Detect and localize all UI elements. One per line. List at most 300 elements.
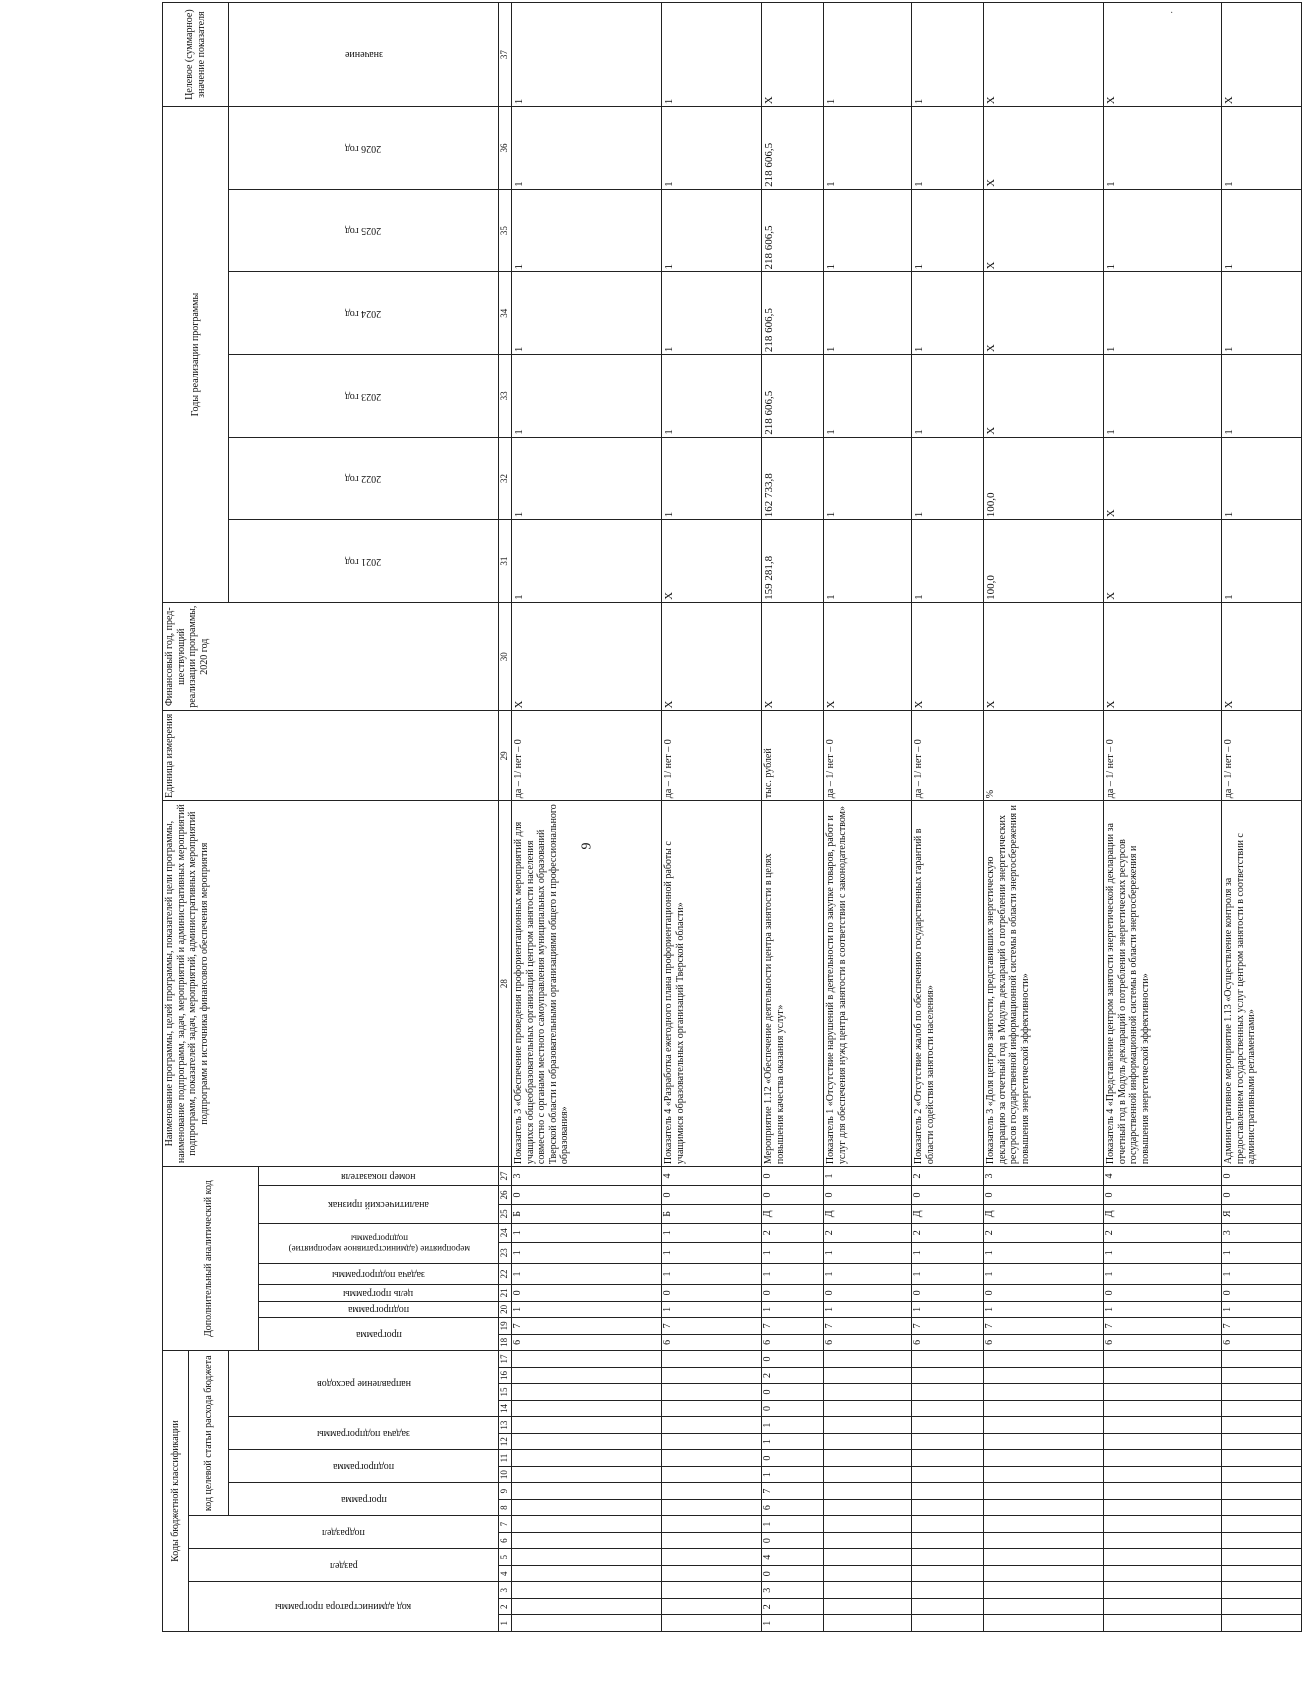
budget-code-cell — [1222, 1384, 1302, 1401]
column-number: 19 — [499, 1318, 512, 1335]
budget-code-cell — [984, 1351, 1104, 1368]
budget-code-cell — [1104, 1466, 1222, 1483]
extra-code-cell: 1 — [824, 1263, 912, 1284]
extra-code-cell: 7 — [1104, 1318, 1222, 1335]
value-cell: Х — [1222, 3, 1302, 107]
extra-code-cell: 2 — [912, 1167, 984, 1186]
budget-code-cell — [824, 1384, 912, 1401]
table-row — [512, 3, 662, 1632]
value-cell: 1 — [1222, 520, 1302, 603]
budget-code-cell: 3 — [762, 1582, 824, 1599]
budget-code-cell — [824, 1532, 912, 1549]
value-cell: Х — [984, 189, 1104, 272]
program-code-header: программа — [229, 1483, 499, 1516]
extra-code-cell: Б — [662, 1204, 762, 1223]
extra-code-cell: 0 — [1222, 1285, 1302, 1302]
budget-code-cell — [1222, 1417, 1302, 1434]
budget-code-cell — [1222, 1466, 1302, 1483]
value-cell: Х — [912, 602, 984, 711]
extra-code-cell: 1 — [662, 1301, 762, 1318]
row-name: Показатель 1 «Отсутствие нарушений в деятельности по закупке товаров, работ и услуг для обеспечения нужд центра занятости в соответствии с законодательством» — [824, 801, 912, 1167]
extra-code-cell: 1 — [762, 1301, 824, 1318]
budget-code-cell — [1222, 1516, 1302, 1533]
extra-code-cell: Д — [762, 1204, 824, 1223]
value-cell: 1 — [512, 437, 662, 520]
extra-code-cell: 1 — [512, 1301, 662, 1318]
value-cell: Х — [1104, 437, 1222, 520]
budget-code-cell — [1104, 1483, 1222, 1500]
budget-code-cell — [984, 1400, 1104, 1417]
row-unit: да – 1/ нет – 0 — [1222, 711, 1302, 801]
value-cell: Х — [984, 355, 1104, 438]
budget-code-cell — [662, 1516, 762, 1533]
row-unit: % — [984, 711, 1104, 801]
budget-code-cell — [512, 1499, 662, 1516]
value-cell: 1 — [1104, 272, 1222, 355]
extra-code-cell: 7 — [512, 1318, 662, 1335]
column-number: 12 — [499, 1433, 512, 1450]
value-cell: 218 606,5 — [762, 107, 824, 190]
budget-code-cell — [1104, 1351, 1222, 1368]
y2021-header: 2021 год — [229, 520, 499, 603]
budget-code-cell — [1104, 1549, 1222, 1566]
column-number: 29 — [499, 711, 512, 801]
value-cell: 1 — [512, 355, 662, 438]
extra-code-cell: 4 — [1104, 1167, 1222, 1186]
column-number: 30 — [499, 602, 512, 711]
extra-code-cell: 3 — [1222, 1223, 1302, 1242]
value-cell: 1 — [512, 520, 662, 603]
admin-code-header: код администратора программы — [189, 1582, 499, 1632]
budget-code-cell — [1104, 1516, 1222, 1533]
d-subprogram-header: подпрограмма — [259, 1301, 499, 1318]
budget-code-cell — [824, 1483, 912, 1500]
value-cell: 218 606,5 — [762, 189, 824, 272]
row-name: Показатель 4 «Разработка ежегодного плана профориентационной работы с учащимися образовательных организаций Тверской области» — [662, 801, 762, 1167]
value-cell: 1 — [512, 189, 662, 272]
budget-code-cell — [912, 1351, 984, 1368]
table-row — [912, 3, 984, 1632]
budget-code-cell — [1104, 1417, 1222, 1434]
target-value-header: значение — [229, 3, 499, 107]
table-row — [984, 3, 1104, 1632]
y2026-header: 2026 год — [229, 107, 499, 190]
value-cell: 1 — [1222, 189, 1302, 272]
column-number: 25 — [499, 1204, 512, 1223]
value-cell: 1 — [912, 437, 984, 520]
value-cell: 1 — [512, 272, 662, 355]
extra-code-cell: 1 — [984, 1301, 1104, 1318]
budget-code-cell — [512, 1450, 662, 1467]
value-cell: Х — [762, 3, 824, 107]
column-number: 33 — [499, 355, 512, 438]
column-number: 10 — [499, 1466, 512, 1483]
budget-code-cell — [984, 1598, 1104, 1615]
extra-code-cell: 1 — [1222, 1263, 1302, 1284]
budget-code-cell — [1222, 1400, 1302, 1417]
budget-code-cell — [1104, 1400, 1222, 1417]
extra-code-cell: Д — [824, 1204, 912, 1223]
value-cell: 1 — [912, 107, 984, 190]
budget-code-cell: 1 — [762, 1516, 824, 1533]
column-number: 13 — [499, 1417, 512, 1434]
row-name: Показатель 4 «Представление центром занятости энергетической декларации за отчетный год в Модуль деклараций о потреблении энергетических ресурсов государственной информационной системы в области энергосбережения и повышения энергетической эффективности» — [1104, 801, 1222, 1167]
value-cell: 100,0 — [984, 520, 1104, 603]
extra-code-cell: 2 — [912, 1223, 984, 1242]
budget-code-cell — [1222, 1615, 1302, 1632]
budget-code-cell — [824, 1598, 912, 1615]
budget-code-cell — [1104, 1450, 1222, 1467]
budget-codes-header: Коды бюджетной классификации — [163, 1351, 189, 1632]
extra-code-cell: 1 — [512, 1242, 662, 1263]
extra-code-cell: 6 — [762, 1334, 824, 1351]
budget-code-cell — [984, 1367, 1104, 1384]
budget-code-cell: 1 — [762, 1615, 824, 1632]
row-name: Мероприятие 1.12 «Обеспечение деятельности центра занятости в целях повышения качества оказания услуг» — [762, 801, 824, 1167]
value-cell: 1 — [912, 272, 984, 355]
value-cell: 218 606,5 — [762, 272, 824, 355]
row-name: Административное мероприятие 1.13 «Осуществление контроля за предоставлением государственных услуг центром занятости в соответствии с административными регламентами» — [1222, 801, 1302, 1167]
budget-code-cell — [512, 1516, 662, 1533]
budget-code-cell — [912, 1433, 984, 1450]
value-cell: 1 — [662, 3, 762, 107]
extra-code-cell: 0 — [512, 1186, 662, 1205]
d-task-header: задача подпрограммы — [259, 1263, 499, 1284]
row-unit: да – 1/ нет – 0 — [824, 711, 912, 801]
value-cell: 1 — [824, 272, 912, 355]
budget-code-cell — [1222, 1433, 1302, 1450]
value-cell: 1 — [662, 355, 762, 438]
extra-code-cell: 6 — [824, 1334, 912, 1351]
extra-code-cell: 1 — [824, 1242, 912, 1263]
extra-code-cell: 1 — [1104, 1263, 1222, 1284]
extra-code-cell: 1 — [512, 1223, 662, 1242]
y2023-header: 2023 год — [229, 355, 499, 438]
column-number: 9 — [499, 1483, 512, 1500]
budget-code-cell — [1104, 1433, 1222, 1450]
budget-code-cell — [1104, 1499, 1222, 1516]
table-row — [762, 3, 824, 1632]
column-number: 31 — [499, 520, 512, 603]
extra-code-cell: 2 — [1104, 1223, 1222, 1242]
d-measure-header: мероприятие (административное мероприятие) подпрограммы — [259, 1223, 499, 1263]
budget-code-cell — [662, 1417, 762, 1434]
d-goal-header: цель программы — [259, 1285, 499, 1302]
column-number: 21 — [499, 1285, 512, 1302]
value-cell: 1 — [824, 189, 912, 272]
extra-code-cell: 0 — [762, 1167, 824, 1186]
value-cell: 1 — [662, 272, 762, 355]
extra-code-cell: 3 — [984, 1167, 1104, 1186]
budget-code-cell: 4 — [762, 1549, 824, 1566]
extra-code-cell: 1 — [662, 1223, 762, 1242]
budget-code-cell — [824, 1499, 912, 1516]
extra-code-cell: 0 — [662, 1285, 762, 1302]
target-header: Целевое (суммарное) значение показателя — [163, 3, 229, 107]
value-cell: Х — [984, 3, 1104, 107]
extra-code-cell: 1 — [512, 1263, 662, 1284]
value-cell: 100,0 — [984, 437, 1104, 520]
budget-code-cell — [912, 1532, 984, 1549]
extra-code-cell: 1 — [762, 1242, 824, 1263]
column-number: 27 — [499, 1167, 512, 1186]
budget-code-cell — [912, 1466, 984, 1483]
extra-code-cell: 0 — [912, 1285, 984, 1302]
column-number-row — [499, 3, 512, 1632]
extra-code-cell: 6 — [984, 1334, 1104, 1351]
row-name: Показатель 2 «Отсутствие жалоб по обеспечению государственных гарантий в области содействия занятости населения» — [912, 801, 984, 1167]
budget-code-cell — [1222, 1483, 1302, 1500]
value-cell: 1 — [912, 189, 984, 272]
budget-code-cell — [1222, 1565, 1302, 1582]
column-number: 37 — [499, 3, 512, 107]
value-cell: 1 — [824, 355, 912, 438]
budget-code-cell — [1104, 1367, 1222, 1384]
budget-code-cell — [512, 1615, 662, 1632]
table-row — [1104, 3, 1222, 1632]
budget-code-cell — [512, 1483, 662, 1500]
table-row — [824, 3, 912, 1632]
value-cell: Х — [984, 107, 1104, 190]
budget-code-cell: 0 — [762, 1400, 824, 1417]
column-number: 17 — [499, 1351, 512, 1368]
budget-code-cell — [824, 1466, 912, 1483]
extra-code-cell: Д — [912, 1204, 984, 1223]
extra-code-cell: Б — [512, 1204, 662, 1223]
budget-code-cell — [912, 1499, 984, 1516]
column-number: 23 — [499, 1242, 512, 1263]
budget-code-cell — [824, 1516, 912, 1533]
extra-code-header: Дополнительный аналитический код — [163, 1167, 259, 1351]
column-number: 5 — [499, 1549, 512, 1566]
budget-code-cell — [984, 1516, 1104, 1533]
extra-code-cell: 6 — [512, 1334, 662, 1351]
budget-code-cell: 0 — [762, 1450, 824, 1467]
y2024-header: 2024 год — [229, 272, 499, 355]
column-number: 35 — [499, 189, 512, 272]
extra-code-cell: 0 — [762, 1186, 824, 1205]
column-number: 24 — [499, 1223, 512, 1242]
extra-code-cell: 2 — [984, 1223, 1104, 1242]
budget-code-cell — [1104, 1615, 1222, 1632]
page-number: 9 — [579, 842, 595, 850]
column-number: 34 — [499, 272, 512, 355]
budget-code-cell — [1222, 1499, 1302, 1516]
column-number: 18 — [499, 1334, 512, 1351]
budget-code-cell — [912, 1450, 984, 1467]
budget-code-cell — [824, 1565, 912, 1582]
budget-code-cell — [984, 1433, 1104, 1450]
budget-code-cell: 2 — [762, 1598, 824, 1615]
extra-code-cell: 1 — [1104, 1242, 1222, 1263]
budget-code-cell — [662, 1466, 762, 1483]
budget-code-cell — [824, 1400, 912, 1417]
column-number: 26 — [499, 1186, 512, 1205]
column-number: 32 — [499, 437, 512, 520]
scan-mark: · — [1170, 8, 1174, 19]
budget-code-cell — [824, 1549, 912, 1566]
extra-code-cell: 0 — [824, 1186, 912, 1205]
budget-code-cell — [662, 1483, 762, 1500]
value-cell: 218 606,5 — [762, 355, 824, 438]
budget-code-cell — [1222, 1598, 1302, 1615]
column-number: 2 — [499, 1598, 512, 1615]
row-unit: да – 1/ нет – 0 — [662, 711, 762, 801]
value-cell: 1 — [912, 3, 984, 107]
budget-code-cell — [912, 1384, 984, 1401]
budget-code-cell — [1104, 1565, 1222, 1582]
value-cell: 1 — [1222, 437, 1302, 520]
budget-code-cell — [912, 1565, 984, 1582]
extra-code-cell: 0 — [984, 1186, 1104, 1205]
extra-code-cell: 7 — [762, 1318, 824, 1335]
value-cell: 1 — [824, 520, 912, 603]
budget-code-cell — [984, 1549, 1104, 1566]
budget-code-cell — [1104, 1532, 1222, 1549]
budget-code-cell — [512, 1400, 662, 1417]
value-cell: 1 — [1104, 107, 1222, 190]
budget-code-cell — [912, 1516, 984, 1533]
budget-code-cell — [512, 1565, 662, 1582]
column-number: 36 — [499, 107, 512, 190]
extra-code-cell: 1 — [824, 1167, 912, 1186]
value-cell: 1 — [512, 3, 662, 107]
budget-code-cell — [912, 1582, 984, 1599]
value-cell: Х — [662, 520, 762, 603]
value-cell: 1 — [662, 189, 762, 272]
budget-code-cell: 7 — [762, 1483, 824, 1500]
unit-header: Единица измерения — [163, 711, 499, 801]
extra-code-cell: 1 — [984, 1242, 1104, 1263]
budget-code-cell — [662, 1582, 762, 1599]
budget-code-cell — [1104, 1582, 1222, 1599]
extra-code-cell: 2 — [824, 1223, 912, 1242]
budget-code-cell — [824, 1351, 912, 1368]
column-number: 4 — [499, 1565, 512, 1582]
budget-code-cell — [662, 1499, 762, 1516]
budget-code-cell — [1104, 1384, 1222, 1401]
value-cell: 1 — [662, 107, 762, 190]
column-number: 3 — [499, 1582, 512, 1599]
value-cell: Х — [1222, 602, 1302, 711]
budget-code-cell: 0 — [762, 1351, 824, 1368]
extra-code-cell: 1 — [912, 1263, 984, 1284]
value-cell: Х — [984, 602, 1104, 711]
program-table — [162, 2, 1302, 1632]
budget-code-cell — [1222, 1367, 1302, 1384]
budget-code-cell — [912, 1598, 984, 1615]
value-cell: Х — [1104, 3, 1222, 107]
budget-code-cell — [912, 1367, 984, 1384]
column-number: 15 — [499, 1384, 512, 1401]
extra-code-cell: 7 — [1222, 1318, 1302, 1335]
budget-code-cell — [662, 1400, 762, 1417]
budget-code-cell: 1 — [762, 1417, 824, 1434]
budget-code-cell — [824, 1433, 912, 1450]
expense-direction-header: направление расходов — [229, 1351, 499, 1417]
budget-code-cell — [824, 1582, 912, 1599]
extra-code-cell: 0 — [984, 1285, 1104, 1302]
budget-code-cell: 0 — [762, 1384, 824, 1401]
budget-code-cell — [984, 1615, 1104, 1632]
d-sign-header: аналитический признак — [259, 1186, 499, 1224]
budget-code-cell — [1222, 1351, 1302, 1368]
extra-code-cell: 6 — [1222, 1334, 1302, 1351]
column-number: 16 — [499, 1367, 512, 1384]
budget-code-cell — [912, 1549, 984, 1566]
extra-code-cell: 1 — [912, 1301, 984, 1318]
extra-code-cell: 6 — [662, 1334, 762, 1351]
budget-code-cell — [984, 1499, 1104, 1516]
budget-code-cell — [662, 1549, 762, 1566]
column-number: 14 — [499, 1400, 512, 1417]
row-name: Показатель 3 «Обеспечение проведения профориентационных мероприятий для учащихся общеобразовательных организаций центром занятости населения совместно с органами местного самоуправления муниципальных образований Тверской области и образовательными организациями общего и профессионального образования» — [512, 801, 662, 1167]
budget-code-cell — [512, 1549, 662, 1566]
budget-code-cell — [662, 1615, 762, 1632]
extra-code-cell: 1 — [824, 1301, 912, 1318]
extra-code-cell: 1 — [912, 1242, 984, 1263]
budget-code-cell — [984, 1565, 1104, 1582]
value-cell: 1 — [1104, 355, 1222, 438]
subprogram-code-header: подпрограмма — [229, 1450, 499, 1483]
budget-code-cell — [662, 1450, 762, 1467]
value-cell: 1 — [912, 520, 984, 603]
budget-code-cell: 0 — [762, 1565, 824, 1582]
row-unit: да – 1/ нет – 0 — [1104, 711, 1222, 801]
budget-code-cell — [912, 1417, 984, 1434]
row-unit: тыс. рублей — [762, 711, 824, 801]
extra-code-cell: 1 — [662, 1242, 762, 1263]
budget-code-cell — [1222, 1532, 1302, 1549]
value-cell: 1 — [1222, 107, 1302, 190]
budget-code-cell — [984, 1466, 1104, 1483]
value-cell: 1 — [1222, 272, 1302, 355]
budget-code-cell — [662, 1532, 762, 1549]
extra-code-cell: 1 — [1222, 1242, 1302, 1263]
value-cell: Х — [662, 602, 762, 711]
value-cell: 1 — [824, 107, 912, 190]
budget-code-cell — [1222, 1582, 1302, 1599]
row-name: Показатель 3 «Доля центров занятости, представивших энергетическую декларацию за отчетный год в Модуль деклараций о потреблении энергетических ресурсов государственной информационной системы в области энергосбережения и повышения энергетической эффективности» — [984, 801, 1104, 1167]
extra-code-cell: 0 — [912, 1186, 984, 1205]
extra-code-cell: 7 — [912, 1318, 984, 1335]
budget-code-cell — [912, 1400, 984, 1417]
value-cell: Х — [512, 602, 662, 711]
table-row — [662, 3, 762, 1632]
budget-code-cell — [662, 1433, 762, 1450]
value-cell: Х — [824, 602, 912, 711]
budget-code-cell — [512, 1598, 662, 1615]
budget-code-cell — [824, 1450, 912, 1467]
column-number: 22 — [499, 1263, 512, 1284]
budget-code-cell — [984, 1417, 1104, 1434]
budget-code-cell — [984, 1582, 1104, 1599]
extra-code-cell: 1 — [762, 1263, 824, 1284]
budget-code-cell — [824, 1417, 912, 1434]
column-number: 7 — [499, 1516, 512, 1533]
extra-code-cell: 1 — [662, 1263, 762, 1284]
value-cell: Х — [762, 602, 824, 711]
section-header: раздел — [189, 1549, 499, 1582]
document-sheet — [162, 2, 1257, 1632]
extra-code-cell: 0 — [824, 1285, 912, 1302]
years-header: Годы реализации программы — [163, 107, 229, 603]
budget-code-cell — [824, 1367, 912, 1384]
budget-code-cell — [662, 1384, 762, 1401]
extra-code-cell: Д — [984, 1204, 1104, 1223]
budget-code-cell: 1 — [762, 1466, 824, 1483]
budget-code-cell — [1104, 1598, 1222, 1615]
